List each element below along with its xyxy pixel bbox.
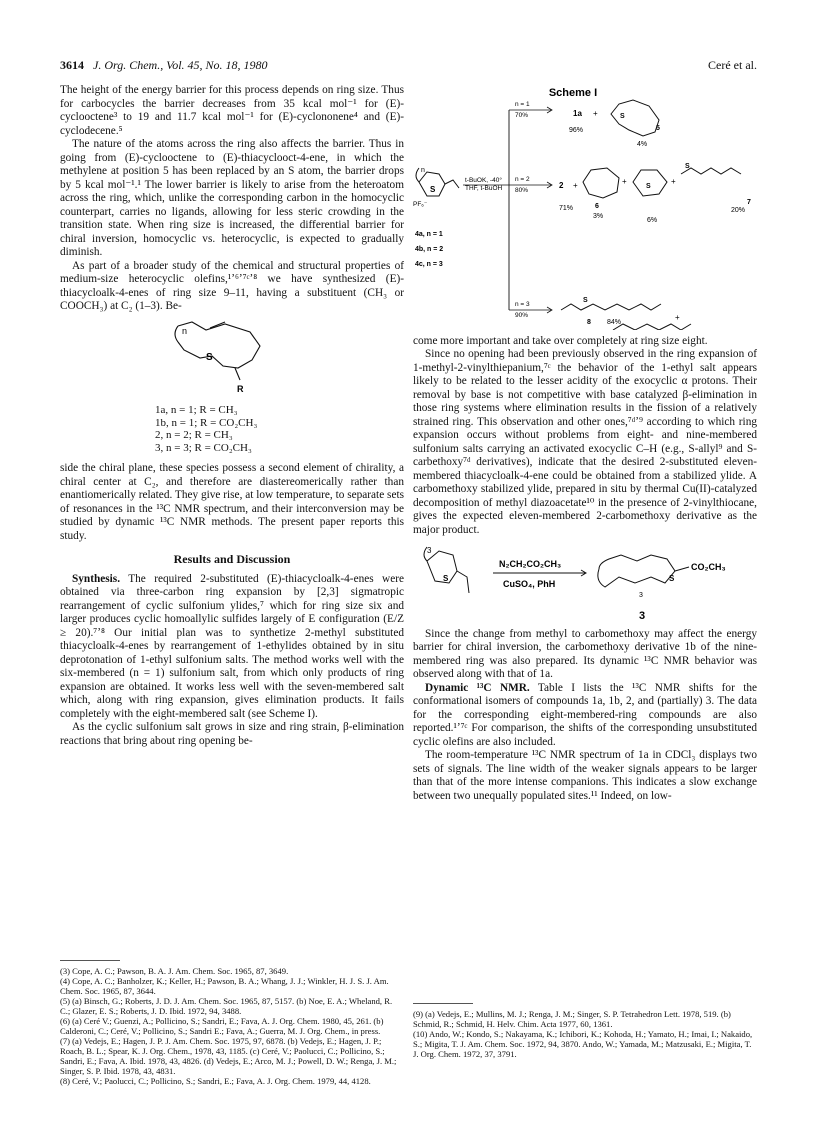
reaction-scheme-3: [413, 537, 757, 623]
left-column: [60, 84, 404, 748]
footnote: (10) Ando, W.; Kondo, S.; Nakayama, K.; Ichibori, K.; Kohoda, H.; Yamato, H.; Imai, I.; Nakaido, S.; Migita, T. J. Am. Chem. Soc. 1972, 94, 3870. Ando, W.; Yamada, M.; Matzusaki, E.; Migita, T. J. Org. Chem. 1972, 37, 3791.: [413, 1029, 753, 1059]
svg-text:S: S: [443, 574, 449, 583]
scheme-title: Scheme I: [548, 87, 598, 99]
compound-2: 2, n = 2; R = CH₃: [155, 429, 233, 441]
footnote: (4) Cope, A. C.; Banholzer, K.; Keller, H.; Pawson, B. A.; Whang, J. J.; Winkler, H. J. S. J. Am. Chem. Soc. 1965, 87, 3644.: [60, 976, 389, 996]
paragraph: The room-temperature ¹³C NMR spectrum of 1a in CDCl₃ displays two sets of signals. The line width of the weaker signals appears to be larger than that of the more intense companions. This indicates a slow exchange between two unequally populated sites.¹¹ Indeed, on low-: [413, 749, 757, 802]
num-5: 5: [656, 125, 660, 132]
sulfur-label: S: [206, 351, 213, 363]
svg-text:S: S: [620, 113, 625, 120]
plus: +: [593, 109, 598, 118]
footnotes-right: [413, 1003, 757, 1059]
svg-text:+: +: [622, 177, 627, 186]
num-7: 7: [747, 199, 751, 206]
paragraph: The nature of the atoms across the ring also affects the barrier. Thus in going from (E)-cyclooctene to (E)-thiacyclooct-4-ene, in which the methylene at position 5 has been replaced by an S atom, the barrier drops by 5 kcal mol⁻¹.¹ The lower barrier is likely to arise from the heteroatom across the ring, which, unlike the corresponding carbon in the homocyclic counterpart, carries no ligands, allowing for less steric crowding in the transition state. When ring size is increased, the differential barrier for chiral inversion, homocyclic vs. heterocyclic, is expected to gradually diminish.: [60, 138, 404, 258]
svg-text:S: S: [669, 574, 675, 583]
compound-structure-1-3: [60, 314, 404, 396]
branch2-yield: 80%: [515, 187, 529, 194]
paragraph: Dynamic ¹³C NMR. Table I lists the ¹³C NMR shifts for the conformational isomers of compounds 1a, 1b, 2, and (partially) 3. The data for the corresponding eight-membered-ring compounds are also reported.¹ʼ⁷ᶜ For comparison, the shifts of the corresponding unsubstituted cyclic olefins are also included.: [413, 681, 757, 748]
svg-text:+: +: [675, 313, 680, 322]
page-header: [60, 58, 757, 76]
footnote: (6) (a) Ceré V.; Guenzi, A.; Pollicino, S.; Sandri, E.; Fava, A. J. Org. Chem. 1980, 45, 261. (b) Calderoni, C.; Ceré, V.; Pollicino, S.; Sandri E.; Fava, A.; Guerra, M. J. Org. Chem., in press.: [60, 1016, 384, 1036]
pct-1a: 96%: [569, 127, 584, 134]
footnote: (9) (a) Vedejs, E.; Mullins, M. J.; Renga, J. M.; Singer, S. P. Tetrahedron Lett. 1978, 519. (b) Schmid, R.; Schmid, H. Helv. Chim. Acta 1977, 60, 1361.: [413, 1009, 731, 1029]
substituent-label: CO₂CH₃: [691, 562, 726, 572]
anion-label: PF₆⁻: [413, 201, 428, 208]
label-4c: 4c, n = 3: [415, 261, 443, 268]
paragraph: Since no opening had been previously observed in the ring expansion of 1-methyl-2-vinylthiepanium,⁷ᶜ the behavior of the 1-ethyl salt appears likely to be related to the lesser acidity of the exocyclic α protons. Their removal by base is not competitive with base catalyzed β-elimination in those ring systems where elimination results in the fission of a relatively strained ring. This observation and other ones,⁷ᵈʼ⁹ according to which ring expansion occurs without problems from eight- and nine-membered sulfonium salts carrying an activated exocyclic C–H (e.g., S-allyl⁹ and S-carbethoxy⁷ᵈ derivatives), indicate that the desired 2-substituted eleven-membered thiacycloalk-4-ene could be obtained from a stabilized ylide. A carbomethoxy stabilized ylide, prepared in situ by thermal Cu(II)-catalyzed decomposition of methyl diazoacetate¹⁰ in the presence of 2-vinylthiocane, gives the expected eleven-membered 2-carbomethoxy derivative as the major product.: [413, 348, 757, 536]
branch3-cond: n = 3: [515, 301, 530, 308]
reagent-above: N₂CH₂CO₂CH₃: [499, 559, 562, 569]
prod-2: 2: [559, 181, 564, 190]
prod-1a: 1a: [573, 109, 582, 118]
page-number: 3614: [60, 58, 84, 72]
right-column: [413, 84, 757, 803]
num-8: 8: [587, 319, 591, 326]
svg-text:S: S: [646, 183, 651, 190]
run-in-heading: Dynamic ¹³C NMR.: [425, 681, 530, 694]
pct-mid: 6%: [647, 217, 658, 224]
n-label: n: [182, 325, 188, 336]
journal-citation: J. Org. Chem., Vol. 45, No. 18, 1980: [93, 58, 268, 72]
paragraph: Synthesis. The required 2-substituted (E)-thiacycloalk-4-enes were obtained via three-carbon ring expansion by [2,3] sigmatropic rearrangement of cyclic sulfonium ylides,⁷ which for ring size six and larger produces cyclic homoallylic sulfides largely of E configuration (E/Z ≥ 20).⁷ʼ⁸ Our initial plan was to synthetize 2-methyl substituted thiacycloalk-4-enes by rearrangement of 1-ethylides obtained by in situ deprotonation of 1-ethyl sulfonium salts. The method works well with the six-membered (n = 1) sulfonium salt, from which only products of ring expansion are obtained. It works less well with the seven-membered salt which, along with ring expansion, gives elimination products. It fails completely with the eight-membered salt (see Scheme I).: [60, 572, 404, 720]
compound-1a: 1a, n = 1; R = CH₃: [155, 404, 238, 416]
svg-text:S: S: [583, 297, 588, 304]
paragraph: The height of the energy barrier for this process depends on ring size. Thus for carbocycles the barrier decreases from 35 kcal mol⁻¹ for (E)-cyclooctene³ to 19 and 11.7 kcal mol⁻¹ for (E)-cyclononene⁴ and (E)-cyclodecene.⁵: [60, 84, 404, 137]
paragraph: come more important and take over completely at ring size eight.: [413, 334, 708, 347]
pct-7: 20%: [731, 207, 746, 214]
label-4b: 4b, n = 2: [415, 246, 444, 253]
svg-text:+: +: [573, 181, 578, 190]
svg-text:+: +: [671, 177, 676, 186]
paragraph: side the chiral plane, these species possess a second element of chirality, a chiral center at C₂, and therefore are diastereomerically rather than enantiomerically related. They give rise, at low temperature, to separate sets of resonances in the ¹³C NMR spectrum, and their interconversion may be studied by dynamic ¹³C NMR methods. The present paper reports this study.: [60, 462, 404, 542]
reagent-line-2: THF, t-BuOH: [465, 185, 503, 192]
branch3-yield: 90%: [515, 312, 529, 319]
pct-8: 84%: [607, 319, 622, 326]
pct-2: 71%: [559, 205, 574, 212]
compound-list: [155, 404, 404, 454]
branch2-cond: n = 2: [515, 176, 530, 183]
pct-5: 4%: [637, 141, 648, 148]
n-label: n: [421, 167, 425, 174]
reagent-line-1: t-BuOK, -40°: [465, 177, 502, 184]
svg-text:3: 3: [639, 592, 643, 599]
footnote: (7) (a) Vedejs, E.; Hagen, J. P. J. Am. Chem. Soc. 1975, 97, 6878. (b) Vedejs, E.; Hagen, J. P.; Roach, B. L.; Spear, K. J. Org. Chem., 1978, 43, 1185. (c) Ceré, V.; Paolucci, C.; Pollicino, S.; Sandri, E.; Fava, A. Ibid. 1978, 43, 4826. (d) Vedejs, E.; Arco, M. J.; Powell, D. W.; Renga, J. M.; Singer, S. P. Ibid. 1978, 43, 4831.: [60, 1036, 397, 1076]
n-label: 3: [427, 546, 432, 555]
footnote: (5) (a) Binsch, G.; Roberts, J. D. J. Am. Chem. Soc. 1965, 87, 5157. (b) Noe, E. A.; Wheland, R. C.; Glazer, E. S.; Roberts, J. D. Ibid. 1972, 94, 3488.: [60, 996, 393, 1016]
running-authors: Ceré et al.: [708, 58, 757, 72]
footnotes-left: [60, 960, 404, 1086]
paragraph: As part of a broader study of the chemical and structural properties of medium-size heterocyclic olefins,¹ʼ⁶ʼ⁷ᶜʼ⁸ we have synthesized (E)-thiacycloalk-4-enes of ring size 9–11, having a substituent (CH₃ or COOCH₃) at C₂ (1–3). Be-: [60, 259, 404, 312]
section-heading: Results and Discussion: [173, 552, 291, 566]
footnote: (8) Ceré, V.; Paolucci, C.; Pollicino, S.; Sandri, E.; Fava, A. J. Org. Chem. 1979, 44, 4128.: [60, 1076, 371, 1086]
num-6: 6: [595, 203, 599, 210]
compound-number: 3: [639, 610, 646, 622]
scheme-1: [413, 84, 757, 330]
paragraph: Since the change from methyl to carbomethoxy may affect the energy barrier for chiral inversion, the carbomethoxy derivative 1b of the nine-membered ring was also prepared. Its dynamic ¹³C NMR behavior was observed along with that of 1a.: [413, 627, 757, 680]
run-in-heading: Synthesis.: [72, 572, 121, 585]
compound-1b: 1b, n = 1; R = CO₂CH₃: [155, 416, 258, 429]
branch1-cond: n = 1: [515, 101, 530, 108]
r-label: R: [237, 383, 244, 394]
compound-3: 3, n = 3; R = CO₂CH₃: [155, 441, 252, 454]
branch1-yield: 70%: [515, 112, 529, 119]
svg-text:S: S: [685, 163, 690, 170]
pct-6: 3%: [593, 213, 604, 220]
sulfur-label: S: [430, 185, 436, 194]
footnote: (3) Cope, A. C.; Pawson, B. A. J. Am. Chem. Soc. 1965, 87, 3649.: [60, 966, 289, 976]
reagent-below: CuSO₄, PhH: [503, 579, 556, 589]
paragraph: As the cyclic sulfonium salt grows in size and ring strain, β-elimination reactions that bring about ring opening be-: [60, 721, 404, 747]
label-4a: 4a, n = 1: [415, 231, 443, 238]
